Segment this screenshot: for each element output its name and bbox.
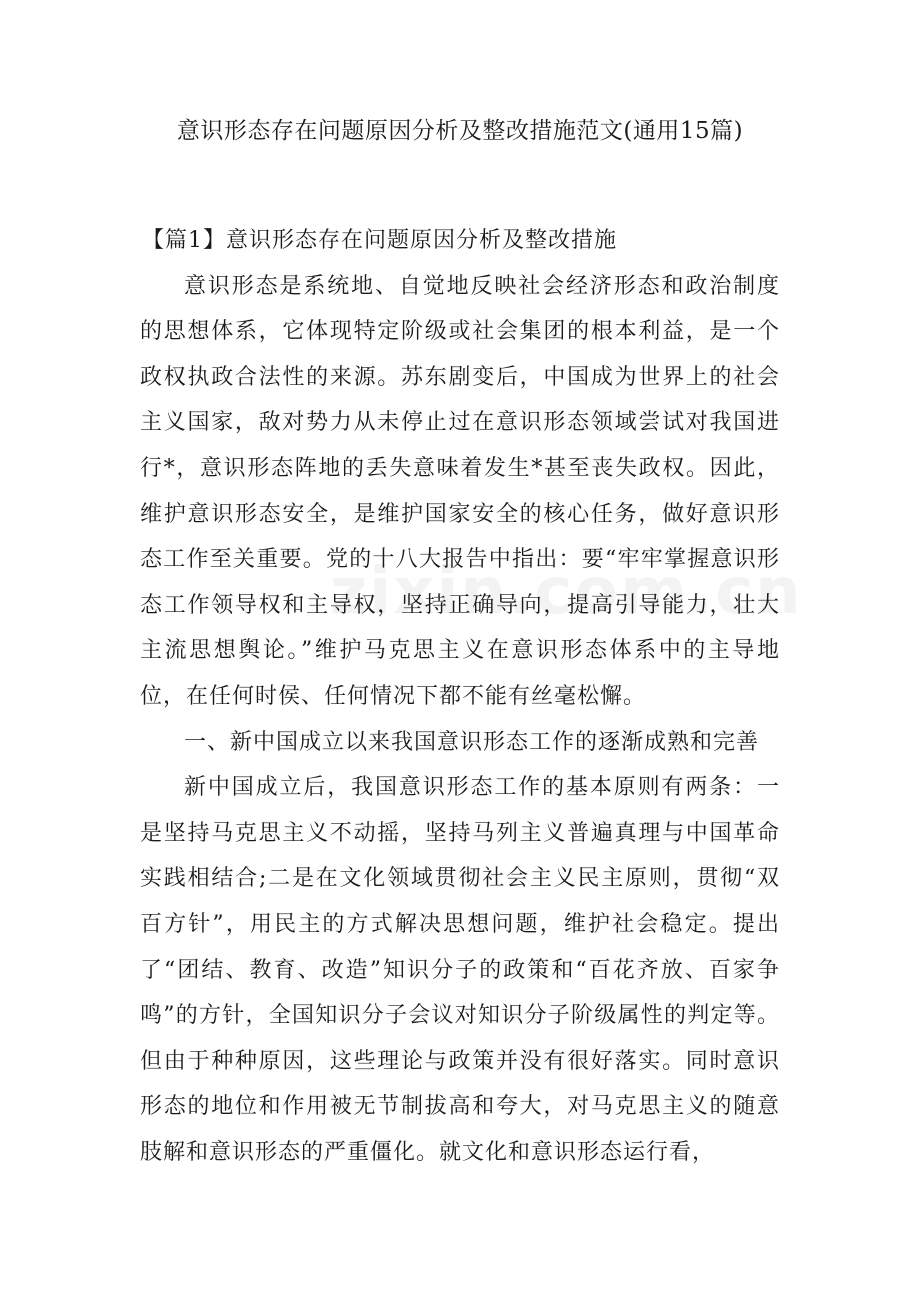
section-heading: 【篇1】意识形态存在问题原因分析及整改措施 bbox=[142, 228, 617, 253]
document-body bbox=[140, 218, 780, 1175]
paragraph-heading: 一、新中国成立以来我国意识形态工作的逐渐成熟和完善 bbox=[184, 729, 760, 755]
paragraph: 意识形态是系统地、自觉地反映社会经济形态和政治制度的思想体系，它体现特定阶级或社会集团的根本利益，是一个政权执政合法性的来源。苏东剧变后，中国成为世界上的社会主义国家，敌对势力从未停止过在意识形态领域尝试对我国进行*，意识形态阵地的丢失意味着发生*甚至丧失政权。因此，维护意识形态安全，是维护国家安全的核心任务，做好意识形态工作至关重要。党的十八大报告中指出：要“牢牢掌握意识形态工作领导权和主导权，坚持正确导向，提高引导能力，壮大主流思想舆论。”维护马克思主义在意识形态体系中的主导地位，在任何时侯、任何情况下都不能有丝毫松懈。 bbox=[140, 273, 780, 709]
paragraph: 新中国成立后，我国意识形态工作的基本原则有两条：一是坚持马克思主义不动摇，坚持马列主义普遍真理与中国革命实践相结合;二是在文化领域贯彻社会主义民主原则，贯彻“双百方针”，用民主的方式解决思想问题，维护社会稳定。提出了“团结、教育、改造”知识分子的政策和“百花齐放、百家争鸣”的方针，全国知识分子会议对知识分子阶级属性的判定等。但由于种种原因，这些理论与政策并没有很好落实。同时意识形态的地位和作用被无节制拔高和夸大，对马克思主义的随意肢解和意识形态的严重僵化。就文化和意识形态运行看， bbox=[140, 775, 780, 1165]
document-title: 意识形态存在问题原因分析及整改措施范文(通用15篇) bbox=[176, 118, 744, 144]
